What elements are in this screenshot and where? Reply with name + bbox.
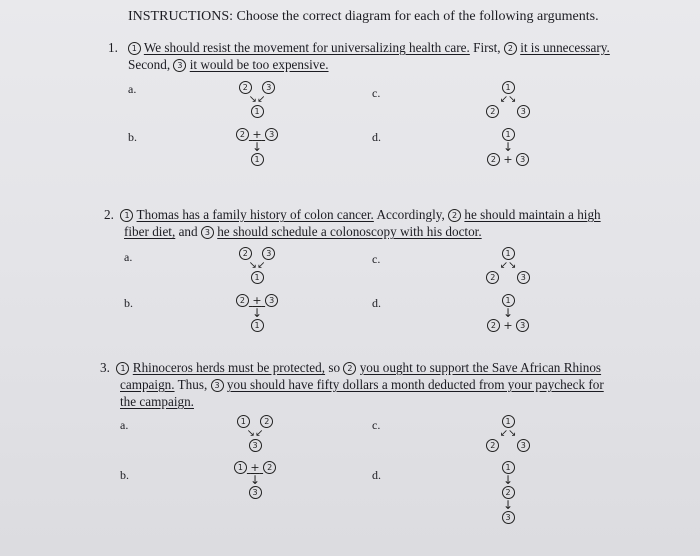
- circled-2: 2: [486, 439, 499, 452]
- connector: Second,: [128, 57, 171, 72]
- circled-3-marker: 3: [211, 379, 224, 392]
- circled-1: 1: [502, 415, 515, 428]
- diagram-c: [482, 247, 534, 284]
- premise-2-cont: fiber diet,: [124, 224, 176, 239]
- premise-1: Rhinoceros herds must be protected,: [132, 360, 326, 375]
- circled-2-marker: 2: [448, 209, 461, 222]
- circled-1: 1: [502, 294, 515, 307]
- premise-2: you ought to support the Save African Rhinos: [359, 360, 602, 375]
- diagram-a: [232, 81, 282, 118]
- circled-2: 2: [236, 128, 249, 141]
- circled-1: 1: [502, 128, 515, 141]
- down-arrow: ↓: [249, 473, 261, 487]
- option-b-label[interactable]: b.: [128, 130, 137, 144]
- down-arrow: ↓: [502, 498, 514, 512]
- option-b-label[interactable]: b.: [124, 296, 133, 310]
- circled-2-marker: 2: [504, 42, 517, 55]
- circled-3-marker: 3: [173, 59, 186, 72]
- diverge-arrows: ↙↘: [499, 94, 517, 105]
- question-3: [100, 360, 601, 376]
- circled-3: 3: [262, 81, 275, 94]
- plus-sign: +: [252, 128, 262, 141]
- circled-1: 1: [502, 461, 515, 474]
- plus-sign: +: [503, 153, 513, 166]
- circled-3: 3: [516, 319, 529, 332]
- diagram-b: [232, 294, 282, 332]
- option-d-label[interactable]: d.: [372, 296, 381, 310]
- option-a-label[interactable]: a.: [124, 250, 133, 264]
- converge-arrows: ↘↙: [248, 260, 266, 271]
- diagram-a: [232, 247, 282, 284]
- question-1: [108, 40, 610, 56]
- circled-2: 2: [263, 461, 276, 474]
- question-3-line-3: [120, 394, 194, 410]
- option-c-label[interactable]: c.: [372, 86, 381, 100]
- circled-2: 2: [239, 81, 252, 94]
- circled-3-marker: 3: [201, 226, 214, 239]
- option-b-label[interactable]: b.: [120, 468, 129, 482]
- diagram-a: [230, 415, 280, 452]
- circled-1: 1: [251, 105, 264, 118]
- question-number: 1.: [108, 40, 118, 55]
- circled-1: 1: [502, 81, 515, 94]
- down-arrow: ↓: [502, 473, 514, 487]
- option-c-label[interactable]: c.: [372, 418, 381, 432]
- diverge-arrows: ↙↘: [499, 428, 517, 439]
- circled-1-marker: 1: [128, 42, 141, 55]
- circled-2: 2: [502, 486, 515, 499]
- diagram-c: [482, 415, 534, 452]
- circled-1: 1: [251, 153, 264, 166]
- question-number: 2.: [104, 207, 114, 222]
- diagram-d: [482, 461, 534, 524]
- down-arrow: ↓: [502, 140, 514, 154]
- circled-3: 3: [517, 105, 530, 118]
- circled-3: 3: [265, 294, 278, 307]
- option-d-label[interactable]: d.: [372, 130, 381, 144]
- premise-1: Thomas has a family history of colon cancer.: [136, 207, 374, 222]
- diagram-b: [232, 128, 282, 166]
- question-2: [104, 207, 601, 223]
- premise-2: it is unnecessary.: [520, 40, 610, 55]
- circled-2: 2: [260, 415, 273, 428]
- circled-2: 2: [486, 271, 499, 284]
- question-2-line-2: [124, 224, 482, 240]
- down-arrow: ↓: [251, 306, 263, 320]
- premise-1: We should resist the movement for universalizing health care.: [143, 40, 470, 55]
- connector: so: [328, 360, 341, 375]
- connector: Accordingly,: [376, 207, 445, 222]
- circled-1-marker: 1: [120, 209, 133, 222]
- circled-1: 1: [251, 271, 264, 284]
- circled-2: 2: [236, 294, 249, 307]
- circled-1: 1: [234, 461, 247, 474]
- plus-sign: +: [503, 319, 513, 332]
- plus-sign: +: [250, 461, 260, 474]
- premise-3: it would be too expensive.: [189, 57, 329, 72]
- circled-1: 1: [251, 319, 264, 332]
- option-c-label[interactable]: c.: [372, 252, 381, 266]
- down-arrow: ↓: [502, 306, 514, 320]
- option-a-label[interactable]: a.: [120, 418, 129, 432]
- circled-2: 2: [487, 153, 500, 166]
- question-1-line-2: [128, 57, 329, 73]
- circled-3: 3: [517, 271, 530, 284]
- circled-2: 2: [486, 105, 499, 118]
- circled-1: 1: [237, 415, 250, 428]
- circled-3: 3: [249, 486, 262, 499]
- connector: First,: [473, 40, 501, 55]
- premise-2-cont: campaign.: [120, 377, 175, 392]
- diagram-c: [482, 81, 534, 118]
- diagram-d: [482, 294, 534, 332]
- circled-3: 3: [516, 153, 529, 166]
- circled-1-marker: 1: [116, 362, 129, 375]
- connector: Thus,: [177, 377, 208, 392]
- circled-3: 3: [502, 511, 515, 524]
- circled-3: 3: [262, 247, 275, 260]
- diverge-arrows: ↙↘: [499, 260, 517, 271]
- premise-3: he should schedule a colonoscopy with his doctor.: [217, 224, 482, 239]
- converge-arrows: ↘↙: [246, 428, 264, 439]
- question-number: 3.: [100, 360, 110, 375]
- converge-arrows: ↘↙: [248, 94, 266, 105]
- circled-3: 3: [249, 439, 262, 452]
- circled-1: 1: [502, 247, 515, 260]
- premise-3-cont: the campaign.: [120, 394, 194, 409]
- circled-3: 3: [265, 128, 278, 141]
- instructions-text: INSTRUCTIONS: Choose the correct diagram for each of the following arguments.: [128, 9, 599, 24]
- option-d-label[interactable]: d.: [372, 468, 381, 482]
- question-3-line-2: [120, 377, 604, 393]
- circled-2: 2: [487, 319, 500, 332]
- connector: and: [178, 224, 198, 239]
- instructions: [128, 9, 599, 25]
- option-a-label[interactable]: a.: [128, 82, 137, 96]
- premise-3: you should have fifty dollars a month deducted from your paycheck for: [226, 377, 604, 392]
- circled-2: 2: [239, 247, 252, 260]
- plus-sign: +: [252, 294, 262, 307]
- down-arrow: ↓: [251, 140, 263, 154]
- circled-3: 3: [517, 439, 530, 452]
- premise-2: he should maintain a high: [464, 207, 601, 222]
- diagram-b: [230, 461, 280, 499]
- diagram-d: [482, 128, 534, 166]
- circled-2-marker: 2: [343, 362, 356, 375]
